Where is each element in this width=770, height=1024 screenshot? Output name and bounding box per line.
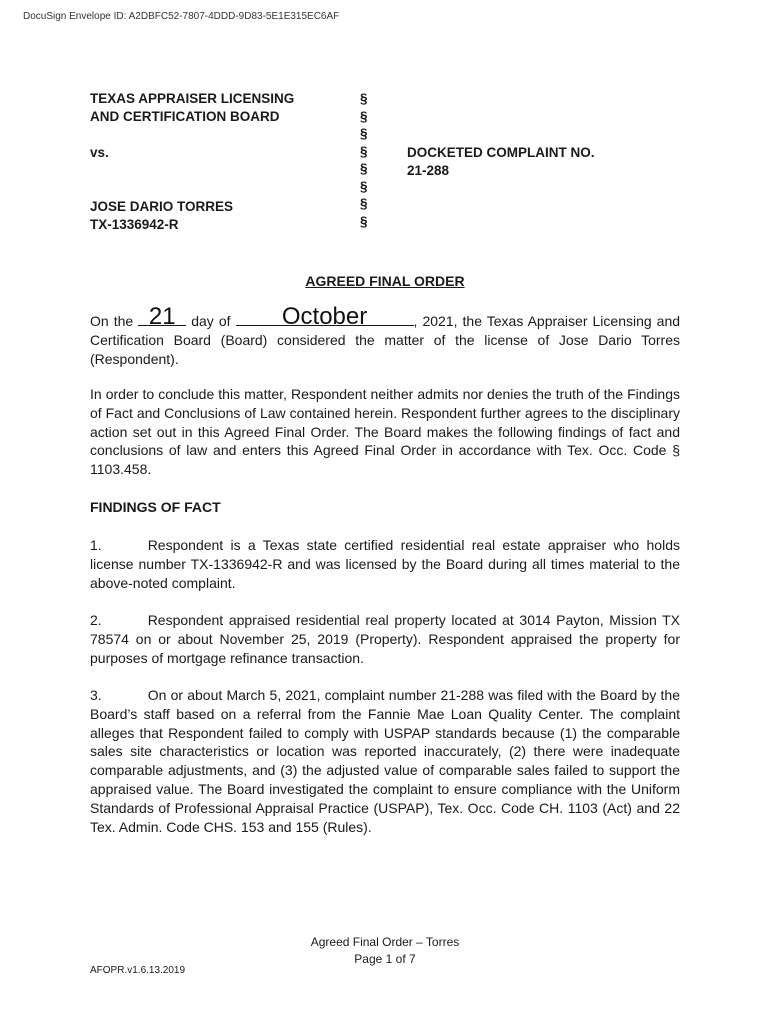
section-symbol-column: § § § § § § § § (360, 91, 368, 229)
intro-paragraph: On the 21 day of October , 2021, the Texas Appraiser Licensing and Certification Board (Board) considered the matter of the license of Jose Dario Torres (Respondent). (90, 303, 681, 367)
respondent-license: TX-1336942-R (90, 217, 179, 232)
versus-label: vs. (90, 145, 109, 160)
day-signature-field[interactable] (138, 303, 186, 331)
month-value: October (281, 303, 368, 331)
month-signature-field[interactable] (236, 303, 414, 331)
page-number: Page 1 of 7 (354, 952, 416, 966)
docket-number: 21-288 (407, 163, 450, 178)
findings-heading: FINDINGS OF FACT (90, 499, 221, 515)
day-value: 21 (148, 303, 176, 331)
docusign-envelope-id: DocuSign Envelope ID: A2DBFC52-7807-4DDD-9D83-5E1E315EC6AF (23, 11, 340, 22)
board-name-line2: AND CERTIFICATION BOARD (90, 109, 280, 124)
page-footer (0, 934, 770, 968)
finding-3: 3. On or about March 5, 2021, complaint number 21-288 was filed with the Board by the Board’s staff based on a referral from the Fannie Mae Loan Quality Center. The complaint alleges that Respondent failed to comply with USPAP standards because (1) the comparable sales site characteristics or location was reported inaccurately, (2) there were inadequate comparable adjustments, and (3) the adjusted value of comparable sales failed to support the appraised value. The Board investigated the complaint to ensure compliance with the Uniform Standards of Professional Appraisal Practice (USPAP), Tex. Occ. Code CH. 1103 (Act) and 22 Tex. Admin. Code CHS. 153 and 155 (Rules). (90, 687, 680, 835)
finding-2: 2. Respondent appraised residential real property located at 3014 Payton, Mission TX 78574 on or about November 25, 2019 (Property). Respondent appraised the property for purposes of mortgage refinance transaction. (90, 612, 680, 666)
document-title: AGREED FINAL ORDER (305, 273, 465, 289)
respondent-name: JOSE DARIO TORRES (90, 199, 234, 214)
docket-label: DOCKETED COMPLAINT NO. (407, 145, 595, 160)
footer-title: Agreed Final Order – Torres (310, 935, 460, 949)
form-code: AFOPR.v1.6.13.2019 (90, 965, 186, 976)
finding-1: 1. Respondent is a Texas state certified residential real estate appraiser who holds license number TX-1336942-R and was licensed by the Board during all times material to the above-noted complaint. (90, 537, 680, 591)
agreement-paragraph: In order to conclude this matter, Respondent neither admits nor denies the truth of the Findings of Fact and Conclusions of Law contained herein. Respondent further agrees to the disciplinary action set out in this Agreed Final Order. The Board makes the following findings of fact and conclusions of law and enters this Agreed Final Order in accordance with Tex. Occ. Code § 1103.458. (90, 386, 680, 478)
board-name-line1: TEXAS APPRAISER LICENSING (90, 91, 295, 106)
case-caption (90, 90, 680, 240)
